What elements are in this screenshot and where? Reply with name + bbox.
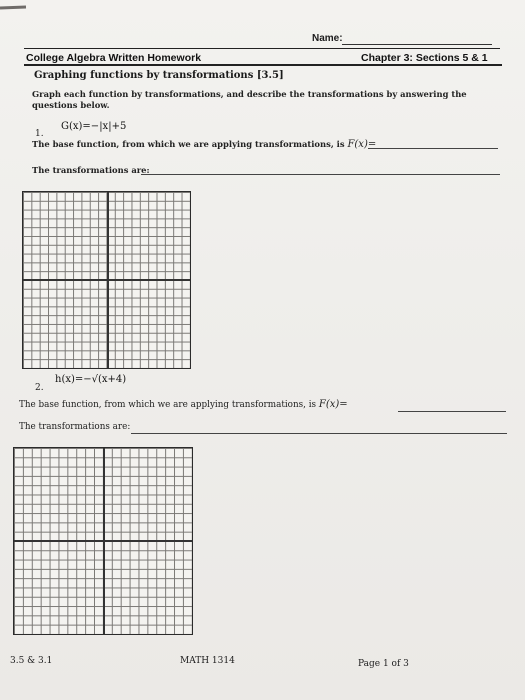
problem-2-graph-grid[interactable] [13,447,193,635]
problem-1-base-question [32,139,376,150]
problem-1-transformations-line[interactable] [141,174,500,175]
name-answer-line[interactable] [342,44,492,45]
header-rule-top [24,48,500,49]
problem-1-number: 1. [35,129,44,139]
problem-1-transformations-label: The transformations are: [32,165,150,175]
problem-2-function: h(x)=−√(x+4) [55,374,127,385]
problem-1-base-question-text: The base function, from which we are applying transformations, is [32,139,345,149]
section-title: Graphing functions by transformations [3.5] [34,70,284,81]
instructions: Graph each function by transformations, and describe the transformations by answering the questions below. [32,89,467,110]
problem-2-base-question-text: The base function, from which we are applying transformations, is [19,400,317,410]
problem-1-base-answer-line[interactable] [368,148,498,149]
problem-2-transformations-line[interactable] [131,433,507,434]
problem-1-x-axis [23,279,190,281]
problem-1-graph-grid[interactable] [22,191,191,369]
course-title: College Algebra Written Homework [26,52,202,64]
footer-course: MATH 1314 [180,656,235,666]
problem-2-base-symbol: F(x)= [318,399,348,410]
footer-page-number: Page 1 of 3 [358,659,409,669]
problem-2-x-axis [14,540,192,542]
problem-2-number: 2. [35,383,44,393]
footer-sections: 3.5 & 3.1 [10,656,53,666]
problem-2-base-question [19,399,348,410]
pen-mark [0,6,26,10]
problem-2-transformations-label: The transformations are: [19,422,131,432]
problem-1-function: G(x)=−|x|+5 [61,121,127,132]
chapter-label: Chapter 3: Sections 5 & 1 [361,52,488,64]
header-rule-bottom [24,64,502,66]
problem-2-base-answer-line[interactable] [398,411,506,412]
name-label: Name: [312,33,343,44]
problem-1-base-symbol: F(x)= [347,139,377,150]
